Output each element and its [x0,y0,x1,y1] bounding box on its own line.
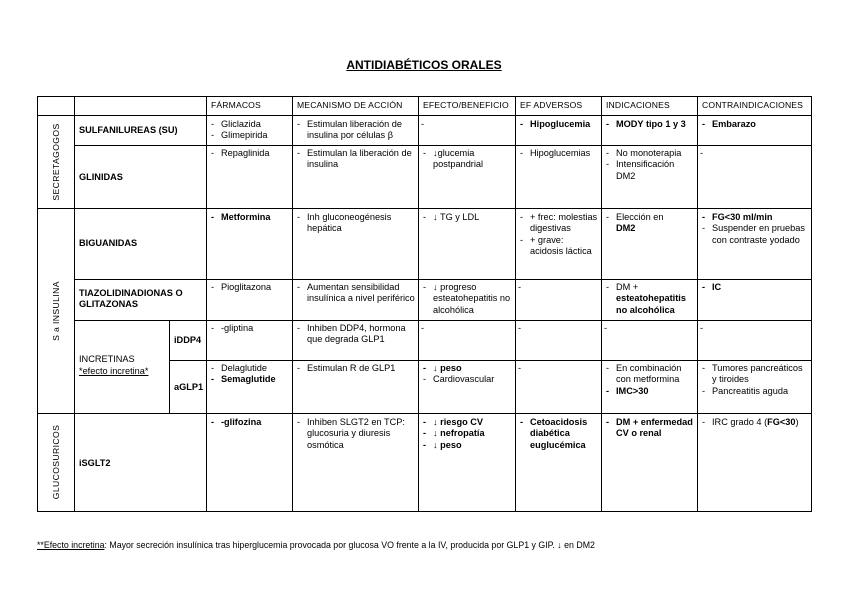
footnote-label: **Efecto incretina [37,540,105,550]
empty-cell: - [518,363,522,373]
list-item: - + frec: molestias digestivas [520,212,598,235]
header-divider [37,115,812,116]
list-item: - Hipoglucemias [520,148,600,159]
group-divider [37,208,812,209]
glinidas-farmacos [211,148,289,159]
list-item: - IC [702,282,808,293]
page-title: ANTIDIABÉTICOS ORALES [346,58,502,72]
aglp1-efecto [423,363,513,386]
list-item: - En combinación con metformina [606,363,696,386]
list-item: - ↓ TG y LDL [423,212,511,223]
empty-cell: - [604,323,608,333]
empty-cell: - [518,282,522,292]
list-item: - DM + enfermedad CV o renal [606,417,696,440]
col-divider [206,96,207,512]
su-farmacos [211,119,289,142]
list-item: - No monoterapia [606,148,696,159]
biguanidas-farmacos [211,212,289,223]
empty-cell: - [700,323,704,333]
table-border-bottom [37,511,812,512]
isglt2-mecanismo [297,417,415,451]
list-item: - IMC>30 [606,386,696,397]
list-item: - Tumores pancreáticos y tiroides [702,363,808,386]
col-divider [292,96,293,512]
header-adversos: EF ADVERSOS [520,100,583,110]
list-item: - ↓ riesgo CV [423,417,513,428]
su-adversos [520,119,598,130]
glinidas-adversos [520,148,600,159]
list-item: - Metformina [211,212,289,223]
incretinas-subtitle: *efecto incretina* [79,366,149,376]
group-divider [37,413,812,414]
isglt2-contraindicaciones [702,417,810,428]
row-divider [75,320,812,321]
list-item: - Gliclazida [211,119,289,130]
tzd-indicaciones [606,282,696,316]
text: IRC grado 4 ( [712,417,768,427]
header-farmacos: FÁRMACOS [211,100,261,110]
header-indicaciones: INDICACIONES [606,100,670,110]
group-label-s-insulina: S a INSULINA [51,281,61,341]
su-mecanismo [297,119,415,142]
list-item: - ↓ peso [423,440,513,451]
biguanidas-contraindicaciones [702,212,808,246]
list-item: - Inhiben SLGT2 en TCP: glucosuria y diuresis osmótica [297,417,415,451]
tzd-efecto [423,282,513,316]
list-item: - Intensificación DM2 [606,159,696,182]
list-item: - Repaglinida [211,148,289,159]
aglp1-mecanismo [297,363,415,374]
list-item: - Cardiovascular [423,374,513,385]
empty-cell: - [421,119,425,129]
biguanidas-adversos [520,212,598,258]
list-item: - Delaglutide [211,363,291,374]
group-label-glucosuricos: GLUCOSURICOS [51,424,61,500]
biguanidas-mecanismo [297,212,415,235]
list-item: - Estimulan liberación de insulina por células β [297,119,415,142]
tzd-contraindicaciones [702,282,808,293]
col-divider [601,96,602,512]
text: Elección en [616,212,664,222]
list-item: - Glimepirida [211,130,289,141]
header-efecto: EFECTO/BENEFICIO [423,100,509,110]
list-item: - Suspender en pruebas con contraste yodado [702,223,808,246]
header-contraindicaciones: CONTRAINDICACIONES [702,100,804,110]
row-name-biguanidas: BIGUANIDAS [79,238,138,248]
subrow-name-idpp4: iDDP4 [174,335,202,345]
empty-cell: - [518,323,522,333]
list-item: - Estimulan la liberación de insulina [297,148,415,171]
list-item: - ↓ nefropatía [423,428,513,439]
list-item: - + grave: acidosis láctica [520,235,598,258]
isglt2-adversos [520,417,598,451]
isglt2-indicaciones [606,417,696,440]
footnote-text: : Mayor secreción insulínica tras hiperglucemia provocada por glucosa VO frente a la IV, producida por GLP1 y GIP. ↓ en DM2 [104,540,595,550]
list-item: - Aumentan sensibilidad insulínica a nivel periférico [297,282,415,305]
emphasis: DM2 [616,223,636,234]
aglp1-contraindicaciones [702,363,808,397]
list-item: - Estimulan R de GLP1 [297,363,415,374]
list-item: - ↓glucemia postpandrial [423,148,511,171]
tzd-farmacos [211,282,291,293]
glinidas-efecto [423,148,511,171]
list-item: - Inh gluconeogénesis hepática [297,212,415,235]
list-item: - FG<30 ml/min [702,212,808,223]
tzd-mecanismo [297,282,415,305]
isglt2-farmacos [211,417,291,428]
row-name-su: SULFANILUREAS (SU) [79,125,178,135]
subrow-name-aglp1: aGLP1 [174,382,204,392]
isglt2-efecto [423,417,513,451]
list-item: - Embarazo [702,119,808,130]
row-name-glinidas: GLINIDAS [79,172,123,182]
biguanidas-efecto [423,212,511,223]
col-divider [418,96,419,512]
row-name-incretinas: INCRETINAS [79,354,135,364]
header-mecanismo: MECANISMO DE ACCIÓN [297,100,403,110]
col-divider [74,96,75,512]
text: ) [795,417,799,427]
glinidas-mecanismo [297,148,415,171]
footnote [37,540,595,550]
aglp1-indicaciones [606,363,696,397]
col-divider [169,320,170,413]
empty-cell: - [421,323,425,333]
table-border-top [37,96,812,97]
list-item [606,282,696,316]
list-item: - ↓ peso [423,363,513,374]
list-item: - Pioglitazona [211,282,291,293]
list-item: - -gliptina [211,323,291,334]
row-divider [75,279,812,280]
empty-cell: - [700,148,704,158]
list-item [702,417,810,428]
text: DM + [616,282,639,292]
list-item: - -glifozina [211,417,291,428]
list-item: - Hipoglucemia [520,119,598,130]
row-divider [169,360,812,361]
list-item: - Inhiben DDP4, hormona que degrada GLP1 [297,323,415,346]
emphasis: esteatohepatitis no alcohólica [616,293,686,315]
su-contraindicaciones [702,119,808,130]
list-item: - ↓ progreso esteatohepatitis no alcohólica [423,282,513,316]
biguanidas-indicaciones [606,212,696,235]
glinidas-indicaciones [606,148,696,182]
group-label-secretagogos: SECRETAGOGOS [51,123,61,201]
list-item: - Cetoacidosis diabética euglucémica [520,417,598,451]
list-item: - Semaglutide [211,374,291,385]
aglp1-farmacos [211,363,291,386]
list-item [606,212,696,235]
col-divider [37,96,38,512]
su-indicaciones [606,119,696,130]
row-divider [75,145,812,146]
col-divider [515,96,516,512]
table-border-right [811,96,812,512]
col-divider [697,96,698,512]
list-item: - MODY tipo 1 y 3 [606,119,696,130]
list-item: - Pancreatitis aguda [702,386,808,397]
row-name-tzd: TIAZOLIDINADIONAS O GLITAZONAS [79,288,183,310]
emphasis: FG<30 [767,417,796,427]
idpp4-mecanismo [297,323,415,346]
idpp4-farmacos [211,323,291,334]
row-name-isglt2: iSGLT2 [79,458,111,468]
